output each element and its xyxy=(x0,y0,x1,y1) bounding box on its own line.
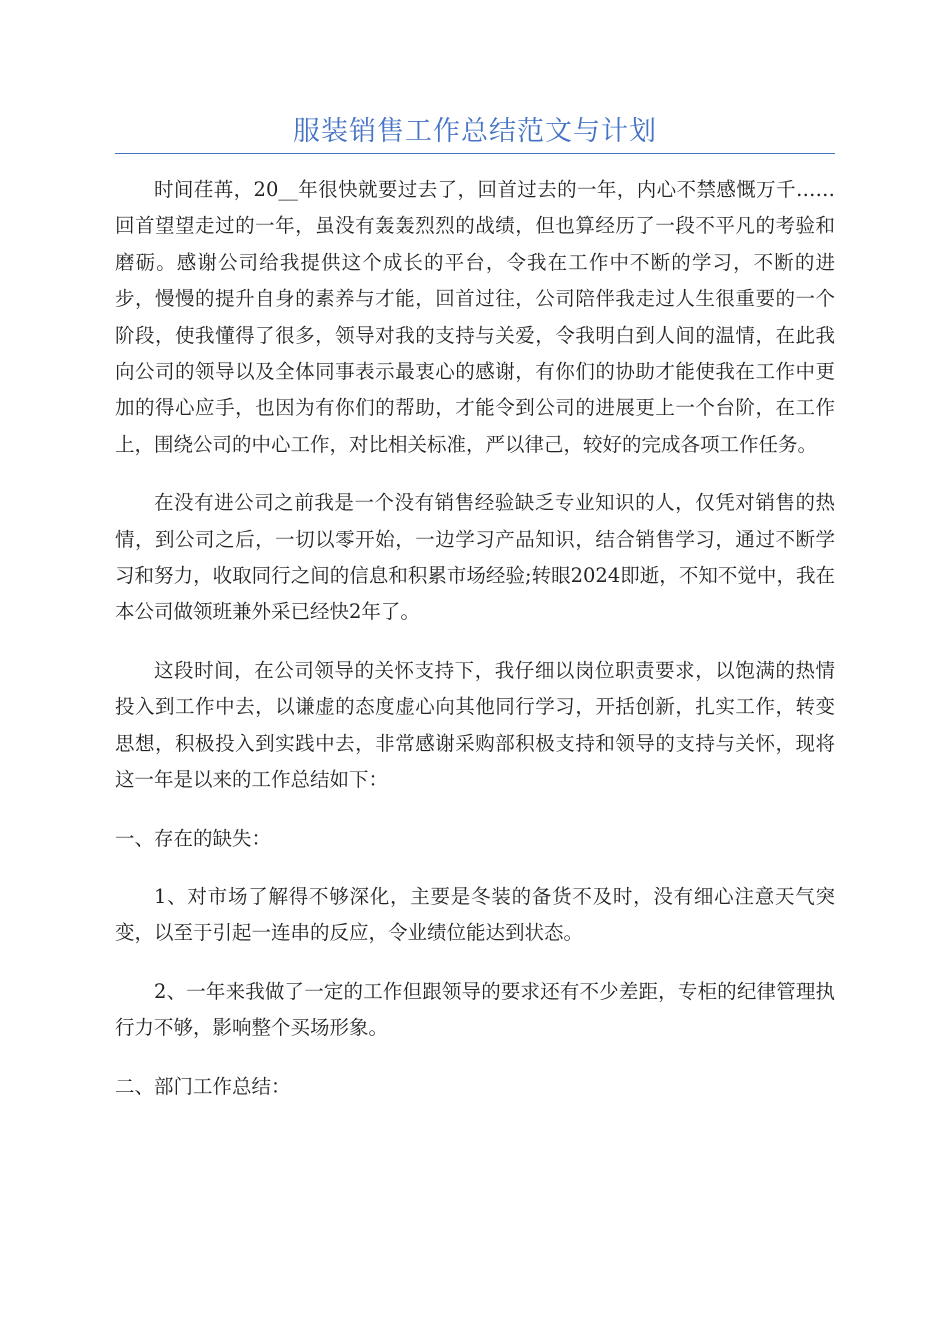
document-title: 服装销售工作总结范文与计划 xyxy=(293,116,657,147)
list-item-shortcoming-1: 1、对市场了解得不够深化，主要是冬装的备货不及时，没有细心注意天气突变，以至于引起一连串的反应，令业绩位能达到状态。 xyxy=(115,884,835,945)
paragraph-intro: 时间荏苒，20__年很快就要过去了，回首过去的一年，内心不禁感慨万千……回首望望走过的一年，虽没有轰轰烈烈的战绩，但也算经历了一段不平凡的考验和磨砺。感谢公司给我提供这个成长的平台，令我在工作中不断的学习，不断的进步，慢慢的提升自身的素养与才能，回首过往，公司陪伴我走过人生很重要的一个阶段，使我懂得了很多，领导对我的支持与关爱，令我明白到人间的温情，在此我向公司的领导以及全体同事表示最衷心的感谢，有你们的协助才能使我在工作中更加的得心应手，也因为有你们的帮助，才能令到公司的进展更上一个台阶，在工作上，围绕公司的中心工作，对比相关标准，严以律己，较好的完成各项工作任务。 xyxy=(115,178,835,456)
paragraph-background: 在没有进公司之前我是一个没有销售经验缺乏专业知识的人，仅凭对销售的热情，到公司之后，一切以零开始，一边学习产品知识，结合销售学习，通过不断学习和努力，收取同行之间的信息和积累市场经验;转眼2024即逝，不知不觉中，我在本公司做领班兼外采已经快2年了。 xyxy=(115,491,835,624)
section-heading-shortcomings: 一、存在的缺失： xyxy=(115,826,272,850)
section-heading-department-summary: 二、部门工作总结： xyxy=(115,1074,291,1098)
title-underline xyxy=(115,153,835,154)
list-item-shortcoming-2: 2、一年来我做了一定的工作但跟领导的要求还有不少差距，专柜的纪律管理执行力不够，影响整个买场形象。 xyxy=(115,979,835,1040)
document-body xyxy=(115,172,835,1127)
paragraph-summary-lead: 这段时间，在公司领导的关怀支持下，我仔细以岗位职责要求，以饱满的热情投入到工作中去，以谦虚的态度虚心向其他同行学习，开括创新，扎实工作，转变思想，积极投入到实践中去，非常感谢采购部积极支持和领导的支持与关怀，现将这一年是以来的工作总结如下： xyxy=(115,658,835,792)
